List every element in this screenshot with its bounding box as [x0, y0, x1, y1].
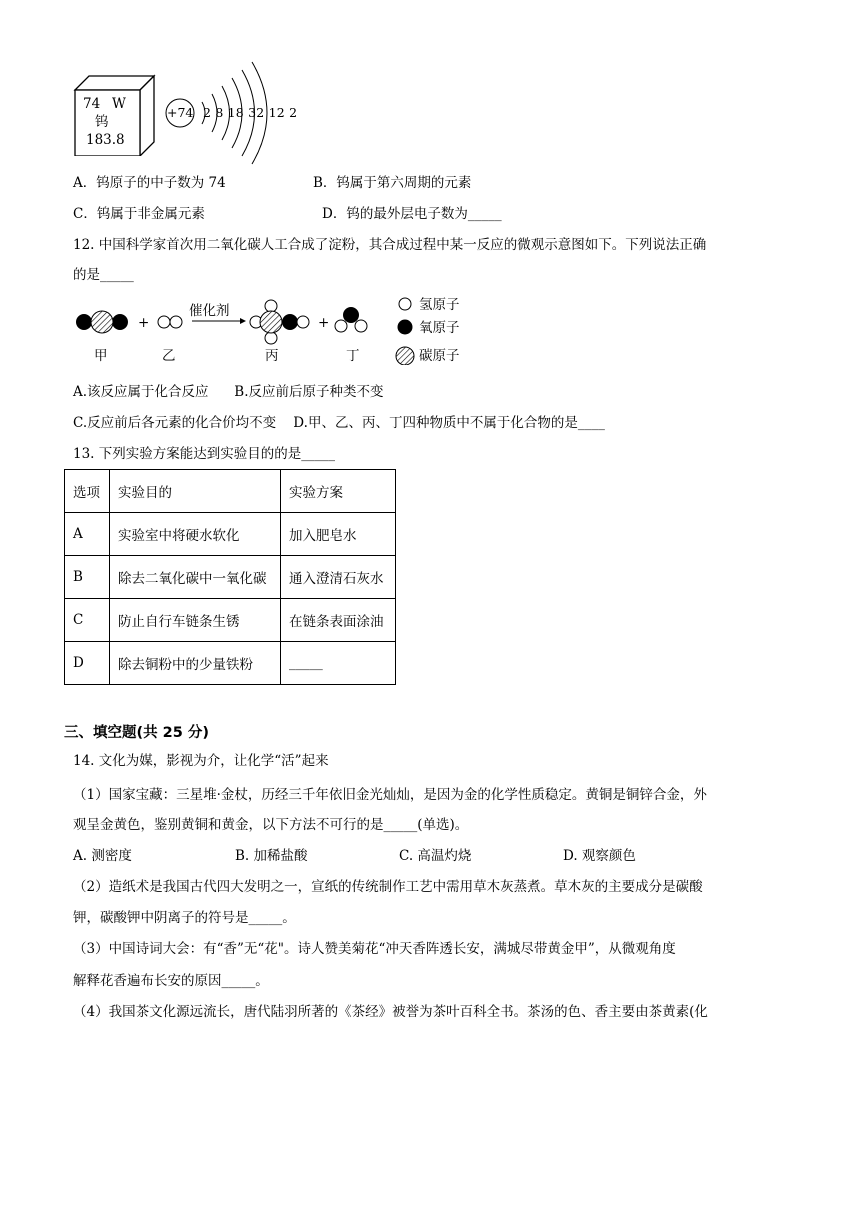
- table-row: [65, 642, 396, 685]
- table-cell: 除去二氧化碳中一氧化碳: [110, 556, 281, 599]
- q14-part4-line1: （4）我国茶文化源远流长，唐代陆羽所著的《茶经》被誉为茶叶百科全书。茶汤的色、香主要由茶黄素(化: [73, 1004, 708, 1020]
- label-yi: 乙: [162, 348, 176, 364]
- table-row: [65, 556, 396, 599]
- q11-option-b: B．钨属于第六周期的元素: [313, 175, 472, 191]
- table-cell: D: [65, 642, 110, 685]
- q14-option-d: D. 观察颜色: [563, 848, 636, 864]
- q14-option-b: B. 加稀盐酸: [235, 848, 308, 864]
- q14-option-a: A. 测密度: [73, 848, 132, 864]
- shell-electrons: 2 8 18 32 12 2: [203, 105, 298, 120]
- table-cell: B: [65, 556, 110, 599]
- table-cell: A: [65, 513, 110, 556]
- label-bing: 丙: [265, 348, 279, 364]
- legend-oxygen: 氧原子: [419, 320, 460, 336]
- table-cell: 通入澄清石灰水: [281, 556, 396, 599]
- table-header-cell: 选项: [65, 470, 110, 513]
- element-symbol: W: [112, 96, 126, 112]
- q12-options-ab: A.该反应属于化合反应 B.反应前后原子种类不变: [73, 384, 384, 400]
- q13-table: [64, 469, 396, 685]
- plus-sign-1: +: [138, 315, 150, 331]
- table-cell: C: [65, 599, 110, 642]
- legend-carbon: 碳原子: [419, 348, 460, 364]
- q14-part3-line2: 解释花香遍布长安的原因_____。: [73, 973, 269, 989]
- table-header-row: [65, 470, 396, 513]
- q11-option-c: C．钨属于非金属元素: [73, 206, 205, 222]
- q14-option-c: C. 高温灼烧: [399, 848, 472, 864]
- table-row: [65, 513, 396, 556]
- q14-stem: 14. 文化为媒，影视为介，让化学“活”起来: [73, 753, 329, 769]
- table-cell: 除去铜粉中的少量铁粉: [110, 642, 281, 685]
- table-cell: 在链条表面涂油: [281, 599, 396, 642]
- q14-part2-line1: （2）造纸术是我国古代四大发明之一，宣纸的传统制作工艺中需用草木灰蒸煮。草木灰的主要成分是碳酸: [73, 879, 703, 895]
- q12-stem-line2: 的是_____: [73, 267, 134, 283]
- q13-stem: 13. 下列实验方案能达到实验目的的是_____: [73, 446, 336, 462]
- q11-option-a: A．钨原子的中子数为 74: [73, 175, 226, 191]
- table-row: [65, 599, 396, 642]
- table-cell: 防止自行车链条生锈: [110, 599, 281, 642]
- q14-part2-line2: 钾，碳酸钾中阴离子的符号是_____。: [73, 910, 296, 926]
- q14-part1-line1: （1）国家宝藏：三星堆·金杖，历经三千年依旧金光灿灿，是因为金的化学性质稳定。黄铜是铜锌合金，外: [73, 787, 707, 803]
- legend-hydrogen: 氢原子: [419, 297, 460, 313]
- q14-part1-line2: 观呈金黄色，鉴别黄铜和黄金，以下方法不可行的是_____(单选)。: [73, 817, 469, 833]
- legend-symbols: [395, 295, 417, 365]
- q14-part3-line1: （3）中国诗词大会：有“香”无“花"。诗人赞美菊花“冲天香阵透长安，满城尽带黄金甲”，从微观角度: [73, 941, 676, 957]
- plus-sign-2: +: [318, 315, 330, 331]
- section-heading: 三、填空题(共 25 分): [64, 725, 210, 741]
- table-header-cell: 实验方案: [281, 470, 396, 513]
- atomic-number: 74: [83, 96, 101, 112]
- table-cell: _____: [281, 642, 396, 685]
- catalyst-label: 催化剂: [189, 303, 230, 319]
- label-jia: 甲: [94, 348, 108, 364]
- nucleus-charge: +74: [167, 105, 194, 120]
- element-name: 钨: [95, 114, 109, 130]
- q11-option-d: D．钨的最外层电子数为_____: [322, 206, 502, 222]
- q12-options-cd: C.反应前后各元素的化合价均不变 D.甲、乙、丙、丁四种物质中不属于化合物的是____: [73, 415, 605, 431]
- atomic-mass: 183.8: [86, 132, 125, 148]
- label-ding: 丁: [346, 348, 360, 364]
- table-header-cell: 实验目的: [110, 470, 281, 513]
- q12-stem-line1: 12. 中国科学家首次用二氧化碳人工合成了淀粉，其合成过程中某一反应的微观示意图如下。下列说法正确: [73, 237, 707, 253]
- table-cell: 实验室中将硬水软化: [110, 513, 281, 556]
- table-cell: 加入肥皂水: [281, 513, 396, 556]
